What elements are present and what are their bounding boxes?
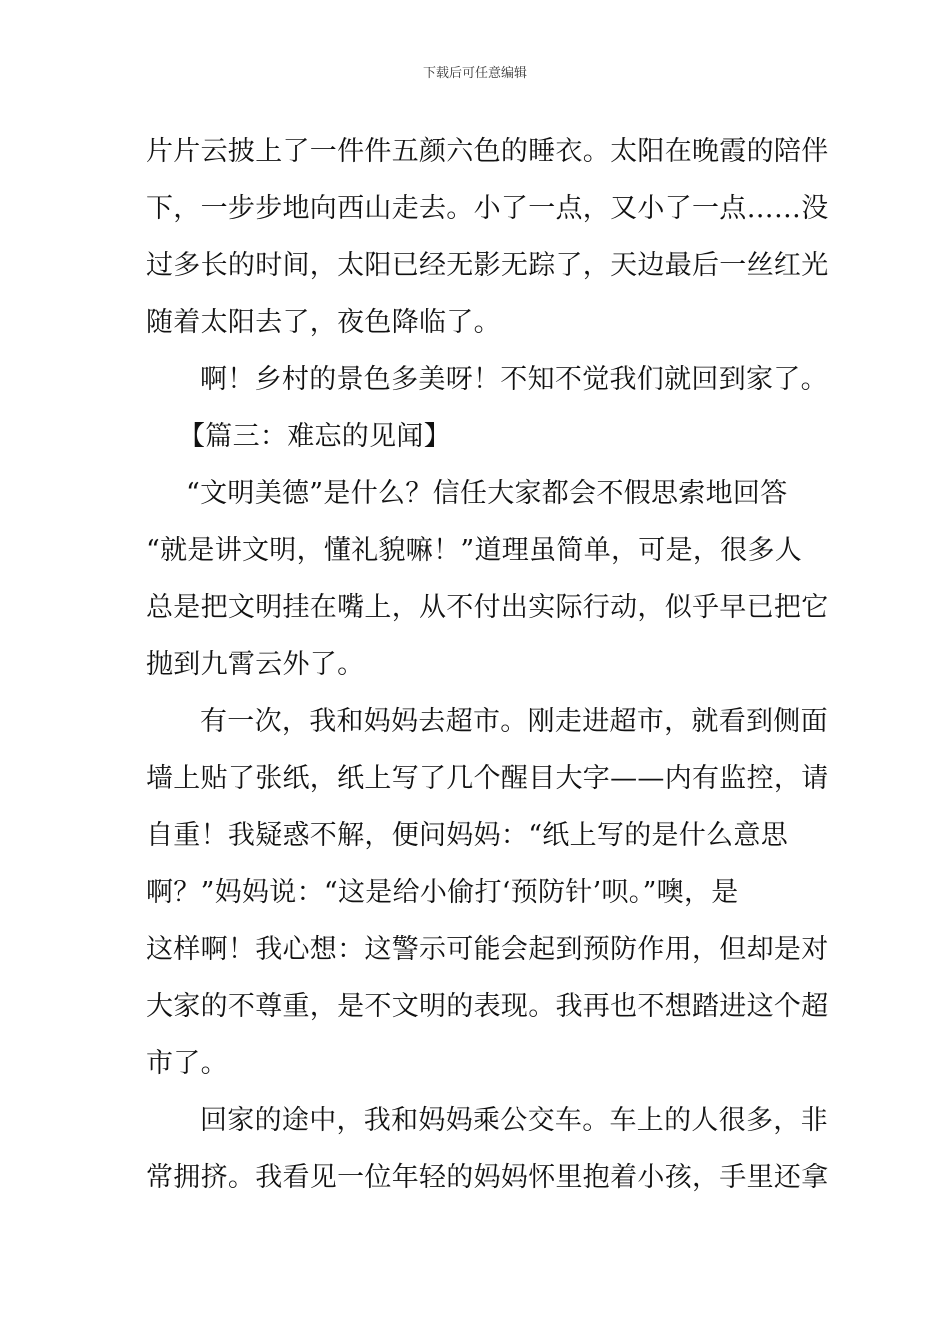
section-heading: 【篇三：难忘的见闻】 xyxy=(178,421,451,452)
text-line: 市了。 xyxy=(146,1048,228,1079)
page-header: 下载后可任意编辑 xyxy=(422,66,527,81)
text-line: 过多长的时间，太阳已经无影无踪了，天边最后一丝红光 xyxy=(146,250,829,281)
text-line: 总是把文明挂在嘴上，从不付出实际行动，似乎早已把它 xyxy=(146,592,829,623)
text-line: 随着太阳去了，夜色降临了。 xyxy=(146,307,501,338)
paragraph-line: 啊！乡村的景色多美呀！不知不觉我们就回到家了。 xyxy=(200,364,828,395)
paragraph-line: 有一次，我和妈妈去超市。刚走进超市，就看到侧面 xyxy=(200,706,828,737)
text-line: 下，一步步地向西山走去。小了一点，又小了一点……没 xyxy=(146,193,829,224)
text-line: 常拥挤。我看见一位年轻的妈妈怀里抱着小孩，手里还拿 xyxy=(146,1162,829,1193)
text-line: 抛到九霄云外了。 xyxy=(146,649,365,680)
text-line: 这样啊！我心想：这警示可能会起到预防作用，但却是对 xyxy=(146,934,829,965)
text-line: 自重！我疑惑不解，便问妈妈：“纸上写的是什么意思 xyxy=(146,820,789,851)
text-line: 啊？”妈妈说：“这是给小偷打‘预防针’呗。”噢，是 xyxy=(146,877,739,908)
text-line: 墙上贴了张纸，纸上写了几个醒目大字——内有监控，请 xyxy=(146,763,829,794)
text-line: 片片云披上了一件件五颜六色的睡衣。太阳在晚霞的陪伴 xyxy=(146,136,829,167)
text-line: “就是讲文明，懂礼貌嘛！”道理虽简单，可是，很多人 xyxy=(146,535,803,566)
text-line: 大家的不尊重，是不文明的表现。我再也不想踏进这个超 xyxy=(146,991,829,1022)
paragraph-line: 回家的途中，我和妈妈乘公交车。车上的人很多，非 xyxy=(200,1105,828,1136)
paragraph-line: “文明美德”是什么？信任大家都会不假思索地回答 xyxy=(186,478,788,509)
